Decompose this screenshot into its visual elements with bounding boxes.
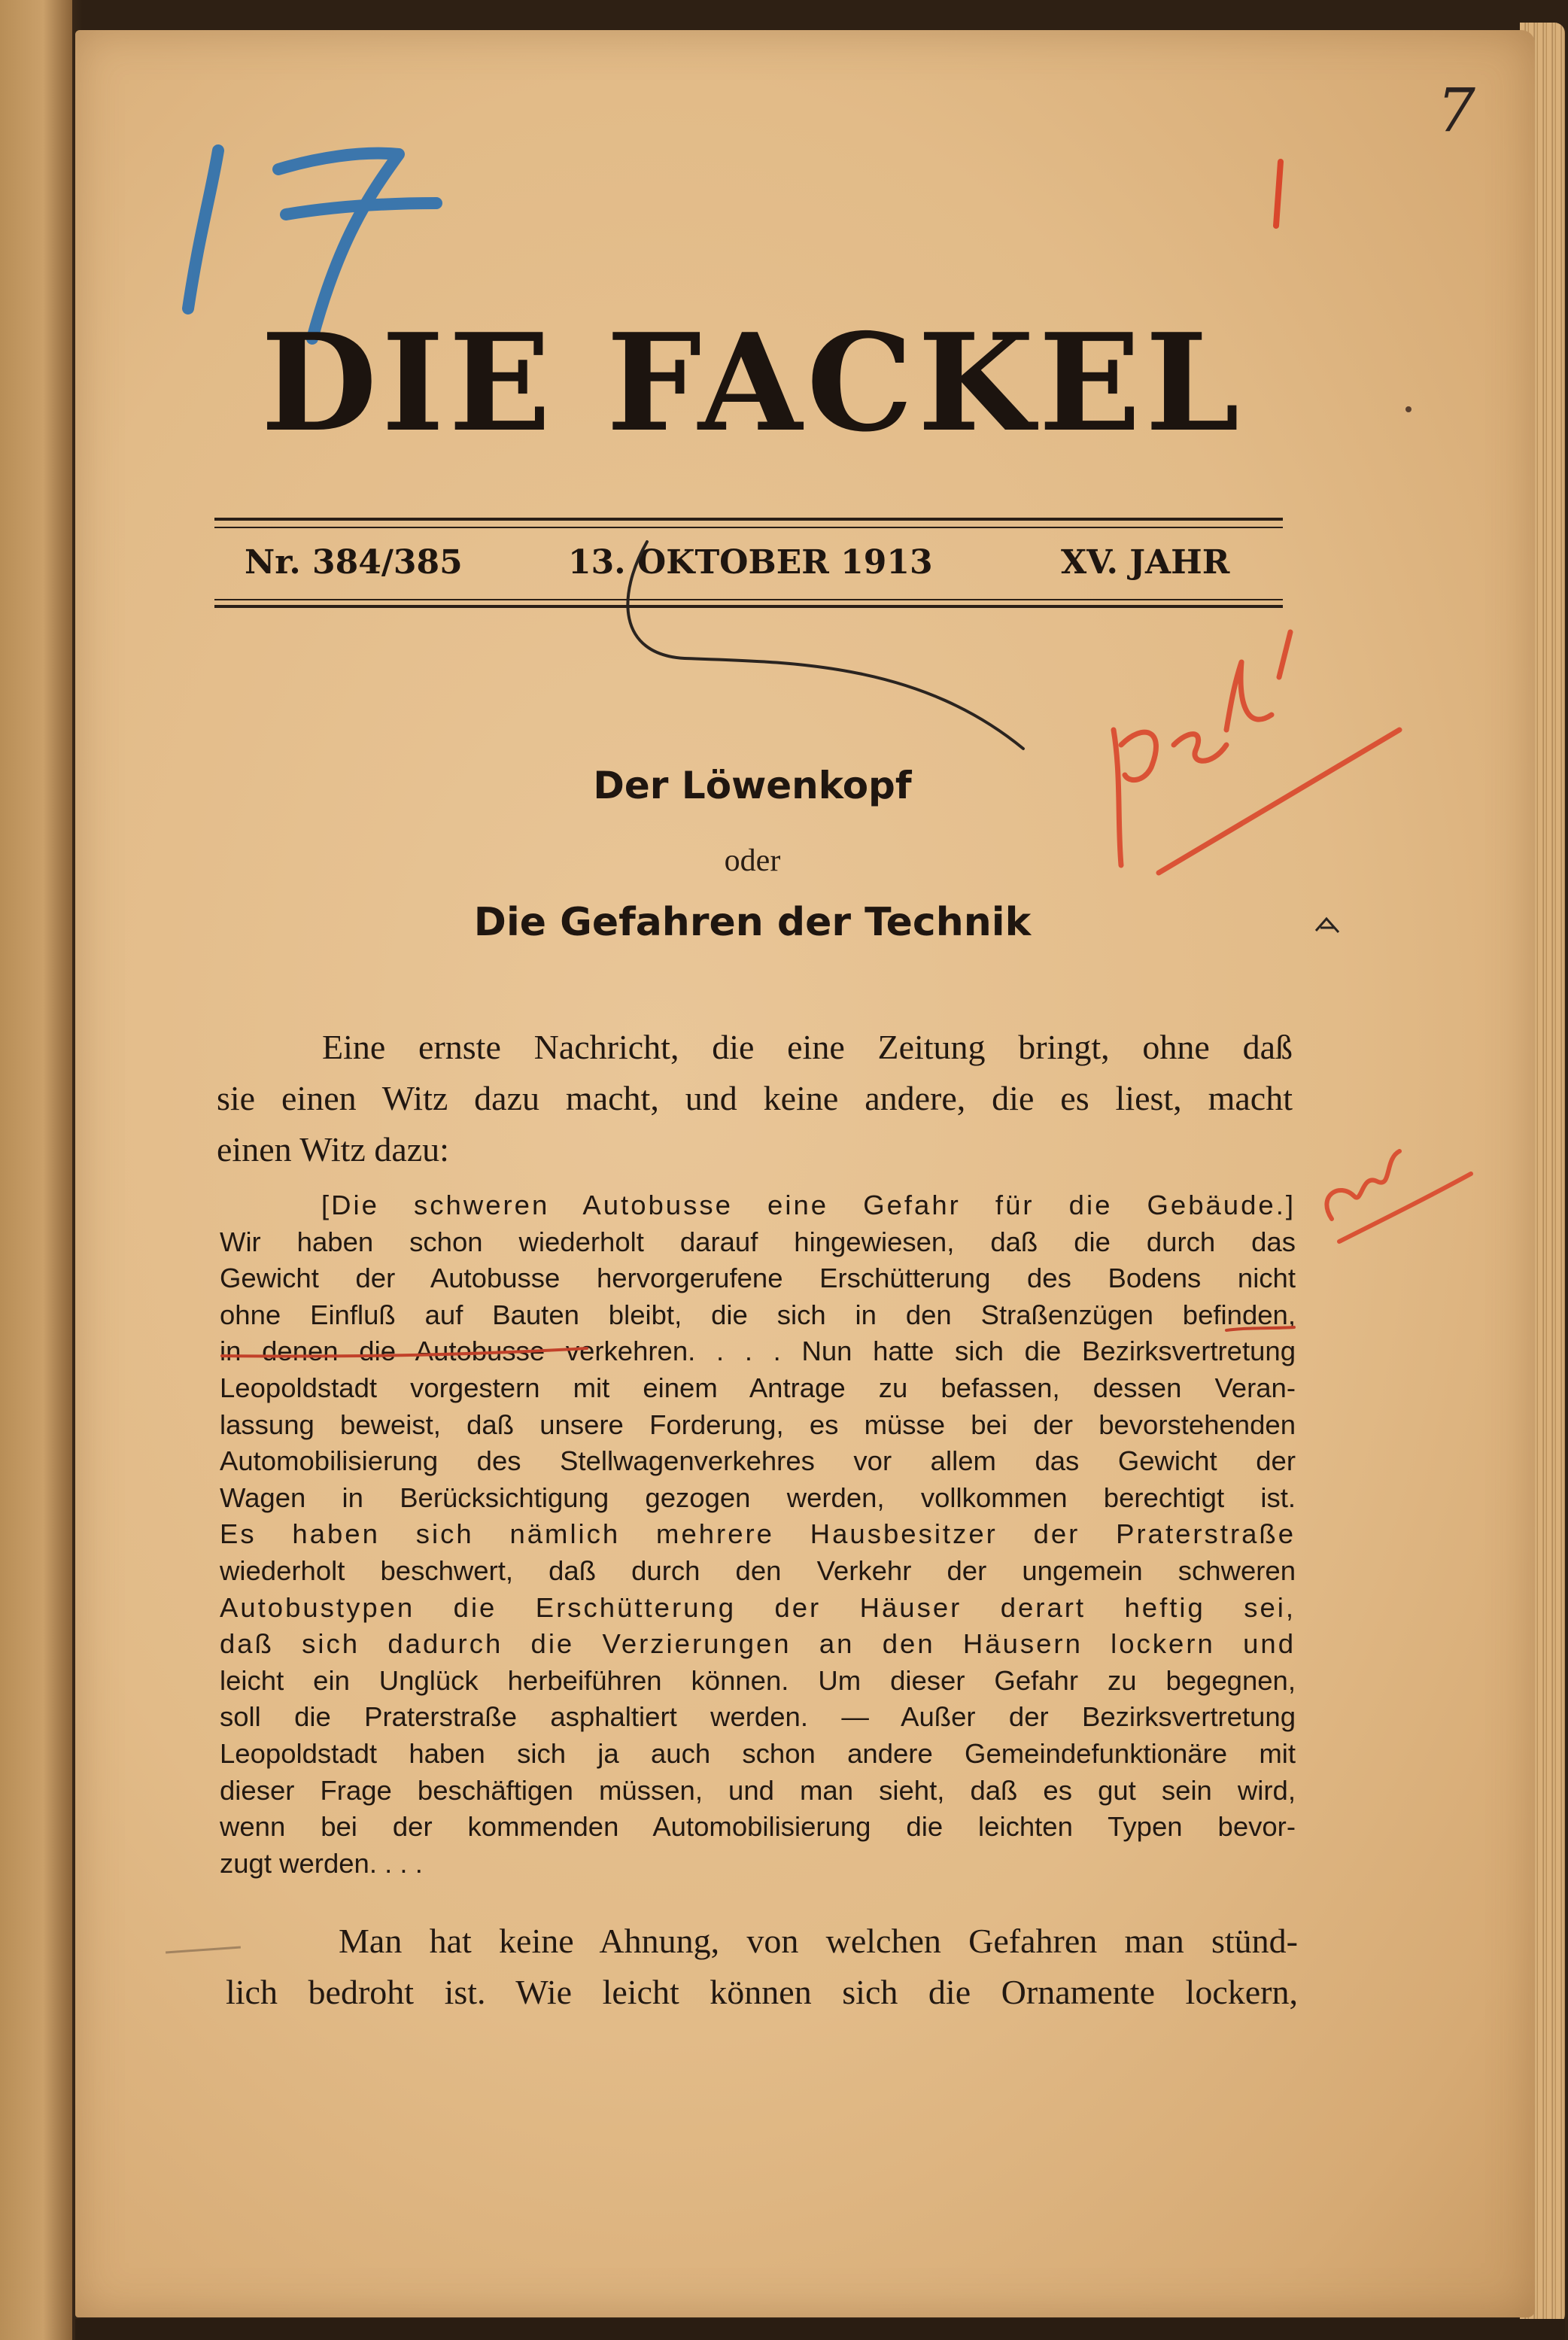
closing-line: lich bedroht ist. Wie leicht können sich die Ornamente lockern, <box>226 1973 1298 2011</box>
red-pencil-check <box>1309 1129 1482 1257</box>
closing-paragraph <box>226 1916 1298 2018</box>
quote-line: lassung beweist, daß unsere Forderung, es müsse bei der bevorstehenden <box>220 1409 1296 1440</box>
quote-line: Automobilisierung des Stellwagenverkehres vor allem das Gewicht der <box>220 1445 1296 1477</box>
intro-line: sie einen Witz dazu macht, und keine andere, die es liest, macht <box>217 1079 1293 1117</box>
facing-page-edge <box>0 0 72 2340</box>
pen-tick-mark <box>1313 914 1343 937</box>
red-underline <box>218 1324 1317 1369</box>
quoted-news-block <box>220 1187 1296 1882</box>
article-connector: oder <box>724 843 781 878</box>
article-title: Der Löwenkopf <box>593 764 912 807</box>
paper-speck <box>1405 406 1412 412</box>
intro-line: Eine ernste Nachricht, die eine Zeitung bringt, ohne daß <box>322 1028 1293 1066</box>
masthead-rule-top-1 <box>214 518 1283 521</box>
issue-date: 13. OKTOBER 1913 <box>568 543 933 582</box>
quote-line: Es haben sich nämlich mehrere Hausbesitzer der Praterstraße <box>220 1518 1296 1550</box>
quote-line: wiederholt beschwert, daß durch den Verkehr der ungemein schweren <box>220 1554 1296 1586</box>
article-subtitle: Die Gefahren der Technik <box>473 900 1032 945</box>
quote-line: Autobustypen die Erschütterung der Häuser derart heftig sei, <box>220 1591 1296 1623</box>
quote-line: leicht ein Unglück herbeiführen können. Um dieser Gefahr zu begegnen, <box>220 1664 1296 1696</box>
quote-line: ohne Einfluß auf Bauten bleibt, die sich in den Straßenzügen befinden, <box>220 1299 1296 1330</box>
intro-paragraph <box>217 1022 1293 1175</box>
pencil-swoosh <box>602 527 1053 767</box>
quote-line: in denen die Autobusse verkehren. . . . Nun hatte sich die Bezirksvertretung <box>220 1336 1296 1367</box>
closing-line: Man hat keine Ahnung, von welchen Gefahren man stünd- <box>339 1922 1298 1960</box>
quote-line: soll die Praterstraße asphaltiert werden. — Außer der Bezirksvertretung <box>220 1701 1296 1733</box>
quote-line: zugt werden. . . . <box>220 1847 423 1879</box>
quote-line: [Die schweren Autobusse eine Gefahr für die Gebäude.] <box>321 1190 1296 1220</box>
issue-number: Nr. 384/385 <box>245 543 463 582</box>
quote-line: Gewicht der Autobusse hervorgerufene Erschütterung des Bodens nicht <box>220 1263 1296 1294</box>
red-pencil-mark <box>1264 158 1294 233</box>
masthead-title: DIE FACKEL <box>260 304 1244 461</box>
corner-page-mark: 7 <box>1437 75 1475 145</box>
quote-line: Leopoldstadt vorgestern mit einem Antrage zu befassen, dessen Veran- <box>220 1372 1296 1403</box>
quote-line: daß sich dadurch die Verzierungen an den Häusern lockern und <box>220 1628 1296 1660</box>
quote-line: Wagen in Berücksichtigung gezogen werden, vollkommen berechtigt ist. <box>220 1481 1296 1513</box>
quote-line: dieser Frage beschäftigen müssen, und man sieht, daß es gut sein wird, <box>220 1774 1296 1806</box>
intro-line: einen Witz dazu: <box>217 1130 449 1168</box>
quote-line: Leopoldstadt haben sich ja auch schon andere Gemeindefunktionäre mit <box>220 1737 1296 1769</box>
scan-bottom-edge <box>75 2319 1565 2340</box>
quote-line: wenn bei der kommenden Automobilisierung die leichten Typen bevor- <box>220 1811 1296 1843</box>
issue-year: XV. JAHR <box>1061 543 1230 582</box>
quote-line: Wir haben schon wiederholt darauf hingewiesen, daß die durch das <box>220 1226 1296 1257</box>
